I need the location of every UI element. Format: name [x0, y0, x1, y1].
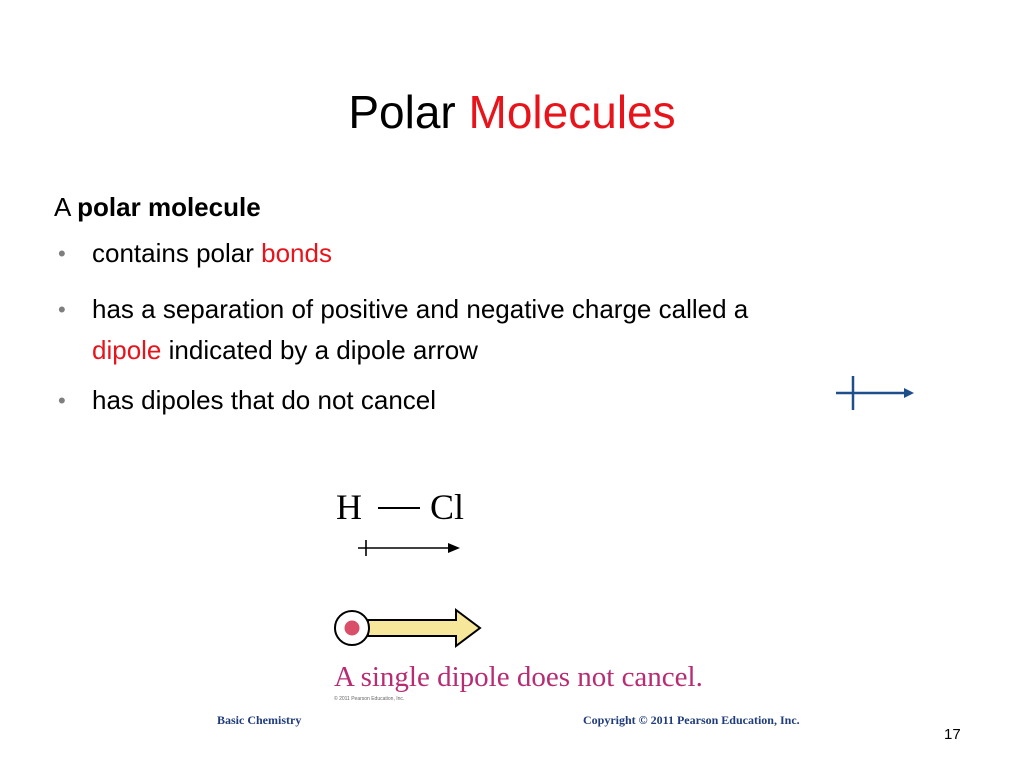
atom-h-label: H — [336, 487, 362, 527]
intro-prefix: A — [54, 192, 70, 222]
bullet-2-highlight: dipole — [92, 335, 162, 365]
dipole-model-icon — [332, 606, 484, 652]
slide-title — [0, 84, 1024, 140]
title-word-polar: Polar — [348, 86, 456, 138]
bullet-1-text: contains polar — [92, 238, 254, 268]
bullet-text-2 — [92, 289, 898, 371]
slide-page-number: 17 — [944, 726, 961, 743]
hcl-dipole-arrow-icon — [356, 536, 464, 560]
bullet-item-2 — [58, 289, 898, 371]
bullet-text-1 — [92, 233, 898, 274]
footer-copyright: Copyright © 2011 Pearson Education, Inc. — [583, 713, 800, 727]
bullet-3-text: has dipoles that do not cancel — [92, 385, 437, 415]
intro-line — [54, 191, 261, 223]
bullet-item-1 — [58, 233, 898, 274]
bullet-dot-icon: • — [58, 388, 66, 413]
title-word-molecules: Molecules — [468, 86, 676, 138]
bullet-item-3 — [58, 380, 898, 421]
bullet-dot-icon: • — [58, 297, 66, 322]
figure-caption: A single dipole does not cancel. — [334, 661, 703, 693]
bullet-1-highlight: bonds — [261, 238, 332, 268]
intro-term: polar molecule — [77, 192, 261, 222]
bullet-2-text-after: indicated by a dipole arrow — [168, 335, 478, 365]
hcl-bond-line — [378, 507, 420, 509]
footer-course-name: Basic Chemistry — [217, 713, 302, 727]
bullet-dot-icon: • — [58, 241, 66, 266]
atom-cl-label: Cl — [430, 487, 465, 527]
figure-credit: © 2011 Pearson Education, Inc. — [334, 696, 405, 702]
dipole-arrow-icon — [834, 374, 916, 412]
bullet-2-text-before: has a separation of positive and negative charge called a — [92, 294, 749, 324]
